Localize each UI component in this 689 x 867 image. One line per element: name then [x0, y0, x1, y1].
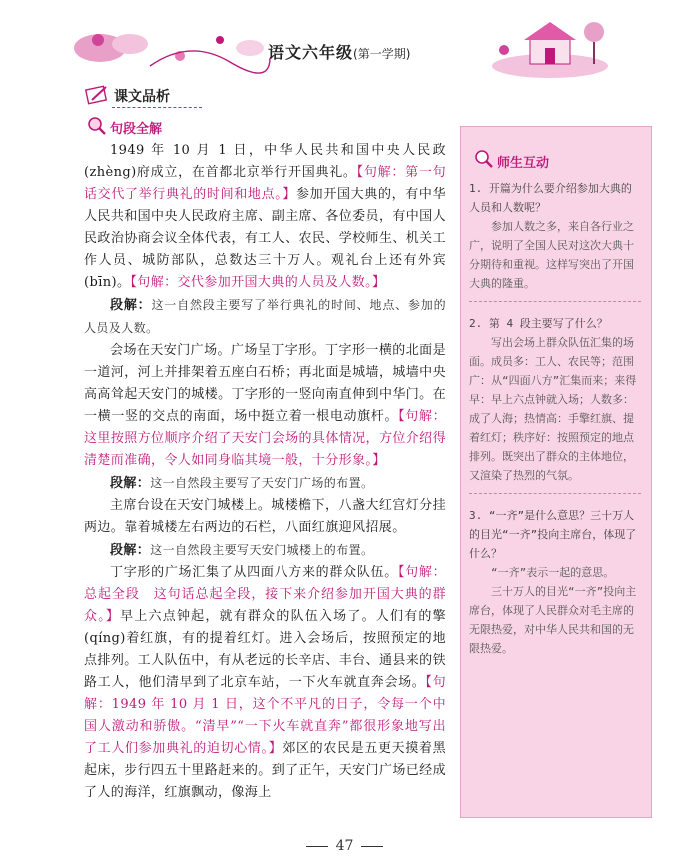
- sentence-analysis: 【句解：交代参加开国大典的人员及人数。】: [130, 275, 386, 290]
- sidebar-title: 师生互动: [497, 156, 550, 171]
- qa-item: [469, 314, 641, 494]
- paragraph-2: 会场在天安门广场。广场呈丁字形。丁字形一横的北面是一道河，河上并排架着五座白石桥；再北面是城墙，城墙中央高高耸起天安门的城楼。丁字形的一竖向南直伸到中华门。在一横一竖的交点的南面，场中挺立着一根电动旗杆。【句解：这里按照方位顺序介绍了天安门会场的具体情况，方位介绍得清楚而准确，令人如同身临其境一般，十分形象。】: [84, 343, 446, 468]
- divider: [469, 493, 641, 494]
- main-text: [84, 140, 446, 804]
- teacher-student-sidebar: [460, 126, 652, 818]
- question: 1. 开篇为什么要介绍参加大典的人员和人数呢？: [469, 182, 632, 214]
- paragraph-4: 丁字形的广场汇集了从四面八方来的群众队伍。【句解：总起全段 这句话总起全段，接下来介绍参加开国大典的群众。】早上六点钟起，就有群众的队伍入场了。人们有的擎(qíng)着红旗，有的提着红灯。进入会场后，按照预定的地点排列。工人队伍中，有从老远的长辛店、丰台、通县来的铁路工人，他们清早到了北京车站，一下火车就直奔会场。【句解：1949 年 10 月 1 日，这个不平凡的日子，令每一个中国人激动和骄傲。“清早”“一下火车就直奔”都很形象地写出了工人们参加典礼的迫切心情。】郊区的农民是五更天摸着黑起床，步行四五十里路赶来的。到了正午，天安门广场已经成了人的海洋，红旗飘动，像海上: [84, 565, 447, 800]
- paragraph-summary-3: 段解：这一自然段主要写天安门城楼上的布置。: [110, 543, 374, 558]
- page-number: 47: [0, 838, 689, 854]
- qa-item: [469, 179, 641, 302]
- section-title: 课文品析: [114, 89, 170, 105]
- qa-item: [469, 506, 641, 658]
- pen-note-icon: [84, 84, 110, 106]
- sentence-analysis: 【句解：1949 年 10 月 1 日，这个不平凡的日子，令每一个中国人激动和骄傲。“清早”“一下火车就直奔”都很形象地写出了工人们参加典礼的迫切心情。】: [84, 675, 446, 756]
- sidebar-qa-list: [469, 179, 641, 670]
- book-title: 语文六年级(第一学期): [268, 43, 411, 62]
- paragraph-summary-2: 段解：这一自然段主要写了天安门广场的布置。: [110, 476, 374, 491]
- question: 3. “一齐”是什么意思？三十万人的目光“一齐”投向主席台，体现了什么？: [469, 509, 637, 560]
- house-decoration-right: [490, 14, 610, 80]
- answer: 写出会场上群众队伍汇集的场面。成员多：工人、农民等；范围广：从“四面八方”汇集而来；来得早：早上六点钟就入场；人数多：成了人海；热情高：手擎红旗、提着红灯；秩序好：按照预定的地点排列。既突出了群众的主体地位，又渲染了热烈的气氛。: [469, 336, 637, 482]
- answer: 三十万人的目光“一齐”投向主席台，体现了人民群众对毛主席的无限热爱，对中华人民共和国的无限热爱。: [469, 585, 637, 655]
- divider: [469, 301, 641, 302]
- sentence-analysis: 【句解：第一句话交代了举行典礼的时间和地点。】: [84, 165, 446, 202]
- page-header: [0, 0, 689, 82]
- magnifier-icon: [86, 116, 108, 136]
- sentence-analysis: 【句解：总起全段 这句话总起全段，接下来介绍参加开国大典的群众。】: [84, 565, 446, 624]
- paragraph-1: 1949 年 10 月 1 日，中华人民共和国中央人民政(zhèng)府成立，在首都北京举行开国典礼。【句解：第一句话交代了举行典礼的时间和地点。】参加开国大典的，有中华人民共和国中央人民政府主席、副主席、各位委员，有中国人民政治协商会议全体代表，有工人、农民、学校师生、机关工作人员、城防部队，总数达三十万人。观礼台上还有外宾(bīn)。【句解：交代参加开国大典的人员及人数。】: [84, 143, 446, 290]
- subsection-title: 句段全解: [110, 122, 163, 137]
- question: 2. 第 4 段主要写了什么？: [469, 317, 608, 330]
- sentence-analysis: 【句解：这里按照方位顺序介绍了天安门会场的具体情况，方位介绍得清楚而准确，令人如同身临其境一般，十分形象。】: [84, 409, 446, 468]
- floral-decoration-left: [70, 18, 290, 78]
- answer: 参加人数之多，来自各行业之广，说明了全国人民对这次大典十分期待和重视。这样写突出了开国大典的隆重。: [469, 220, 634, 290]
- answer: “一齐”表示一起的意思。: [491, 566, 615, 579]
- paragraph-3: 主席台设在天安门城楼上。城楼檐下，八盏大红宫灯分挂两边。靠着城楼左右两边的石栏，八面红旗迎风招展。: [84, 498, 446, 535]
- section-underline: [112, 106, 202, 108]
- magnifier-icon: [473, 149, 495, 169]
- paragraph-summary-1: 段解：这一自然段主要写了举行典礼的时间、地点、参加的人员及人数。: [84, 298, 447, 335]
